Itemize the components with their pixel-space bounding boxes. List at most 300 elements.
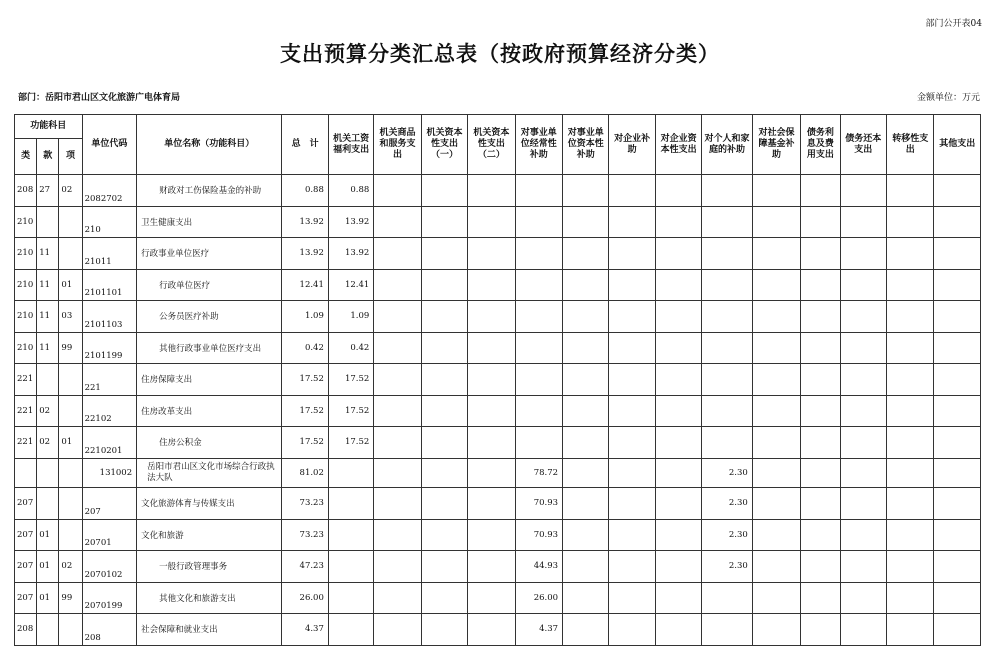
unit-code-cell: 131002	[82, 458, 137, 488]
value-cell-5	[515, 238, 562, 270]
value-cell-10	[752, 395, 800, 427]
value-cell-14	[934, 269, 981, 301]
xiang-header: 项	[59, 139, 82, 175]
unit-code-cell: 2101199	[82, 332, 137, 364]
value-cell-14	[934, 301, 981, 333]
value-cell-2	[374, 519, 421, 551]
value-cell-9	[702, 175, 752, 207]
value-cell-11	[801, 175, 840, 207]
value-cell-12	[840, 551, 886, 583]
value-cell-13	[886, 582, 933, 614]
unit-code-cell: 20701	[82, 519, 137, 551]
value-cell-5: 78.72	[515, 458, 562, 488]
kuan-cell: 27	[37, 175, 59, 207]
value-cell-14	[934, 488, 981, 520]
kuan-cell: 11	[37, 238, 59, 270]
value-cell-3	[421, 551, 467, 583]
lei-cell: 221	[15, 364, 37, 396]
xiang-cell	[59, 395, 82, 427]
value-cell-6	[563, 488, 609, 520]
value-cell-11	[801, 301, 840, 333]
value-cell-3	[421, 301, 467, 333]
total-cell: 1.09	[282, 301, 328, 333]
value-cell-12	[840, 364, 886, 396]
lei-cell: 210	[15, 301, 37, 333]
xiang-cell	[59, 614, 82, 646]
total-cell: 12.41	[282, 269, 328, 301]
value-cell-5	[515, 301, 562, 333]
lei-cell: 208	[15, 614, 37, 646]
value-cell-8	[655, 395, 701, 427]
value-cell-2	[374, 206, 421, 238]
value-cell-7	[609, 175, 655, 207]
value-cell-1: 17.52	[328, 395, 373, 427]
kuan-cell: 11	[37, 332, 59, 364]
value-cell-10	[752, 551, 800, 583]
value-cell-4	[468, 175, 515, 207]
value-cell-2	[374, 614, 421, 646]
value-cell-5	[515, 427, 562, 459]
value-cell-7	[609, 395, 655, 427]
col-header-14: 其他支出	[934, 115, 981, 175]
value-cell-8	[655, 427, 701, 459]
value-cell-13	[886, 519, 933, 551]
total-cell: 17.52	[282, 427, 328, 459]
value-cell-8	[655, 582, 701, 614]
value-cell-6	[563, 206, 609, 238]
kuan-cell: 01	[37, 519, 59, 551]
value-cell-1: 0.42	[328, 332, 373, 364]
value-cell-6	[563, 301, 609, 333]
value-cell-3	[421, 269, 467, 301]
value-cell-13	[886, 332, 933, 364]
total-cell: 81.02	[282, 458, 328, 488]
lei-cell: 208	[15, 175, 37, 207]
value-cell-9	[702, 395, 752, 427]
value-cell-12	[840, 395, 886, 427]
xiang-cell: 01	[59, 427, 82, 459]
value-cell-14	[934, 238, 981, 270]
value-cell-14	[934, 519, 981, 551]
value-cell-6	[563, 269, 609, 301]
value-cell-9	[702, 427, 752, 459]
value-cell-7	[609, 364, 655, 396]
unit-name-cell: 文化和旅游	[137, 519, 282, 551]
value-cell-10	[752, 488, 800, 520]
value-cell-3	[421, 395, 467, 427]
value-cell-5: 70.93	[515, 488, 562, 520]
value-cell-2	[374, 175, 421, 207]
unit-code-cell: 221	[82, 364, 137, 396]
xiang-cell	[59, 519, 82, 551]
total-cell: 0.88	[282, 175, 328, 207]
value-cell-3	[421, 175, 467, 207]
unit-name-cell: 住房保障支出	[137, 364, 282, 396]
table-row	[15, 206, 981, 238]
value-cell-7	[609, 614, 655, 646]
value-cell-12	[840, 614, 886, 646]
value-cell-10	[752, 238, 800, 270]
value-cell-13	[886, 488, 933, 520]
lei-cell: 210	[15, 206, 37, 238]
value-cell-9: 2.30	[702, 458, 752, 488]
value-cell-12	[840, 269, 886, 301]
total-cell: 26.00	[282, 582, 328, 614]
value-cell-12	[840, 332, 886, 364]
value-cell-1	[328, 551, 373, 583]
table-row	[15, 614, 981, 646]
department-label: 部门：岳阳市君山区文化旅游广电体育局	[18, 93, 181, 103]
value-cell-6	[563, 519, 609, 551]
col-header-6: 对事业单位资本性补助	[563, 115, 609, 175]
value-cell-8	[655, 175, 701, 207]
xiang-cell	[59, 238, 82, 270]
value-cell-13	[886, 175, 933, 207]
total-cell: 17.52	[282, 364, 328, 396]
value-cell-5	[515, 269, 562, 301]
value-cell-8	[655, 458, 701, 488]
value-cell-10	[752, 519, 800, 551]
table-row	[15, 175, 981, 207]
col-header-9: 对个人和家庭的补助	[702, 115, 752, 175]
value-cell-5	[515, 206, 562, 238]
kuan-cell: 11	[37, 269, 59, 301]
value-cell-4	[468, 614, 515, 646]
value-cell-13	[886, 614, 933, 646]
kuan-cell: 11	[37, 301, 59, 333]
value-cell-1: 12.41	[328, 269, 373, 301]
unit-code-cell: 2070102	[82, 551, 137, 583]
unit-name-cell: 住房改革支出	[137, 395, 282, 427]
value-cell-10	[752, 458, 800, 488]
value-cell-12	[840, 519, 886, 551]
value-cell-14	[934, 395, 981, 427]
value-cell-11	[801, 395, 840, 427]
value-cell-5	[515, 175, 562, 207]
xiang-cell: 01	[59, 269, 82, 301]
unit-name-cell: 岳阳市君山区文化市场综合行政执法大队	[137, 458, 282, 488]
total-cell: 73.23	[282, 488, 328, 520]
amount-unit-label: 金额单位：万元	[916, 93, 980, 103]
value-cell-9: 2.30	[702, 519, 752, 551]
value-cell-10	[752, 301, 800, 333]
value-cell-5: 44.93	[515, 551, 562, 583]
value-cell-8	[655, 364, 701, 396]
value-cell-14	[934, 458, 981, 488]
value-cell-8	[655, 238, 701, 270]
value-cell-12	[840, 301, 886, 333]
value-cell-1: 17.52	[328, 364, 373, 396]
unit-name-cell: 社会保障和就业支出	[137, 614, 282, 646]
value-cell-1: 13.92	[328, 206, 373, 238]
value-cell-2	[374, 269, 421, 301]
unit-code-cell: 2101103	[82, 301, 137, 333]
page-title: 支出预算分类汇总表（按政府预算经济分类）	[280, 41, 720, 66]
value-cell-13	[886, 238, 933, 270]
value-cell-11	[801, 427, 840, 459]
value-cell-9	[702, 206, 752, 238]
value-cell-8	[655, 519, 701, 551]
value-cell-5: 4.37	[515, 614, 562, 646]
value-cell-9	[702, 582, 752, 614]
value-cell-5: 26.00	[515, 582, 562, 614]
col-header-11: 债务利息及费用支出	[801, 115, 840, 175]
value-cell-4	[468, 269, 515, 301]
value-cell-13	[886, 427, 933, 459]
value-cell-1	[328, 519, 373, 551]
value-cell-7	[609, 519, 655, 551]
value-cell-10	[752, 582, 800, 614]
value-cell-6	[563, 458, 609, 488]
xiang-cell: 99	[59, 332, 82, 364]
value-cell-3	[421, 364, 467, 396]
value-cell-6	[563, 582, 609, 614]
value-cell-11	[801, 458, 840, 488]
kuan-header: 款	[37, 139, 59, 175]
value-cell-14	[934, 427, 981, 459]
unit-code-header: 单位代码	[82, 115, 137, 175]
lei-cell	[15, 458, 37, 488]
unit-name-cell: 行政事业单位医疗	[137, 238, 282, 270]
func-subject-header: 功能科目	[15, 115, 83, 139]
col-header-2: 机关商品和服务支出	[374, 115, 421, 175]
value-cell-7	[609, 488, 655, 520]
kuan-cell	[37, 364, 59, 396]
value-cell-4	[468, 582, 515, 614]
value-cell-5	[515, 395, 562, 427]
kuan-cell	[37, 458, 59, 488]
xiang-cell: 03	[59, 301, 82, 333]
value-cell-8	[655, 206, 701, 238]
value-cell-6	[563, 614, 609, 646]
unit-name-cell: 卫生健康支出	[137, 206, 282, 238]
value-cell-7	[609, 206, 655, 238]
value-cell-10	[752, 175, 800, 207]
unit-name-cell: 住房公积金	[137, 427, 282, 459]
value-cell-11	[801, 582, 840, 614]
unit-code-cell: 2210201	[82, 427, 137, 459]
unit-name-header: 单位名称（功能科目）	[137, 115, 282, 175]
value-cell-13	[886, 458, 933, 488]
kuan-cell	[37, 206, 59, 238]
value-cell-12	[840, 582, 886, 614]
unit-code-cell: 208	[82, 614, 137, 646]
xiang-cell	[59, 206, 82, 238]
value-cell-12	[840, 488, 886, 520]
kuan-cell: 02	[37, 427, 59, 459]
value-cell-6	[563, 175, 609, 207]
value-cell-7	[609, 551, 655, 583]
unit-code-cell: 2082702	[82, 175, 137, 207]
value-cell-11	[801, 364, 840, 396]
lei-cell: 207	[15, 519, 37, 551]
total-header: 总 计	[282, 115, 328, 175]
total-cell: 13.92	[282, 238, 328, 270]
value-cell-2	[374, 301, 421, 333]
value-cell-12	[840, 238, 886, 270]
xiang-cell: 02	[59, 175, 82, 207]
value-cell-4	[468, 488, 515, 520]
value-cell-4	[468, 395, 515, 427]
value-cell-10	[752, 269, 800, 301]
table-row	[15, 364, 981, 396]
value-cell-12	[840, 206, 886, 238]
value-cell-13	[886, 301, 933, 333]
unit-code-cell: 2101101	[82, 269, 137, 301]
total-cell: 13.92	[282, 206, 328, 238]
value-cell-5	[515, 332, 562, 364]
value-cell-13	[886, 551, 933, 583]
table-row	[15, 238, 981, 270]
value-cell-9: 2.30	[702, 488, 752, 520]
lei-cell: 210	[15, 238, 37, 270]
value-cell-9: 2.30	[702, 551, 752, 583]
col-header-4: 机关资本性支出（二）	[468, 115, 515, 175]
unit-code-cell: 21011	[82, 238, 137, 270]
value-cell-9	[702, 238, 752, 270]
col-header-8: 对企业资本性支出	[655, 115, 701, 175]
value-cell-4	[468, 332, 515, 364]
value-cell-6	[563, 332, 609, 364]
kuan-cell: 01	[37, 551, 59, 583]
value-cell-8	[655, 488, 701, 520]
value-cell-12	[840, 175, 886, 207]
value-cell-1	[328, 458, 373, 488]
total-cell: 17.52	[282, 395, 328, 427]
value-cell-4	[468, 238, 515, 270]
value-cell-4	[468, 206, 515, 238]
table-row	[15, 582, 981, 614]
lei-cell: 207	[15, 582, 37, 614]
table-code: 部门公开表04	[925, 19, 982, 29]
col-header-10: 对社会保障基金补助	[752, 115, 800, 175]
value-cell-6	[563, 427, 609, 459]
value-cell-1: 1.09	[328, 301, 373, 333]
col-header-7: 对企业补助	[609, 115, 655, 175]
lei-cell: 207	[15, 551, 37, 583]
value-cell-14	[934, 364, 981, 396]
value-cell-8	[655, 332, 701, 364]
value-cell-11	[801, 332, 840, 364]
value-cell-10	[752, 614, 800, 646]
value-cell-13	[886, 206, 933, 238]
value-cell-14	[934, 175, 981, 207]
col-header-13: 转移性支出	[886, 115, 933, 175]
value-cell-3	[421, 519, 467, 551]
value-cell-2	[374, 395, 421, 427]
value-cell-6	[563, 238, 609, 270]
value-cell-1: 13.92	[328, 238, 373, 270]
value-cell-11	[801, 614, 840, 646]
table-row	[15, 301, 981, 333]
value-cell-6	[563, 364, 609, 396]
col-header-3: 机关资本性支出（一）	[421, 115, 467, 175]
unit-name-cell: 公务员医疗补助	[137, 301, 282, 333]
unit-code-cell: 207	[82, 488, 137, 520]
value-cell-1	[328, 582, 373, 614]
value-cell-8	[655, 614, 701, 646]
lei-cell: 210	[15, 332, 37, 364]
value-cell-2	[374, 582, 421, 614]
table-row	[15, 427, 981, 459]
value-cell-7	[609, 458, 655, 488]
value-cell-7	[609, 269, 655, 301]
value-cell-3	[421, 614, 467, 646]
total-cell: 47.23	[282, 551, 328, 583]
kuan-cell: 02	[37, 395, 59, 427]
value-cell-7	[609, 427, 655, 459]
value-cell-14	[934, 206, 981, 238]
unit-code-cell: 2070199	[82, 582, 137, 614]
xiang-cell: 99	[59, 582, 82, 614]
value-cell-11	[801, 551, 840, 583]
unit-name-cell: 其他文化和旅游支出	[137, 582, 282, 614]
value-cell-6	[563, 395, 609, 427]
value-cell-11	[801, 488, 840, 520]
value-cell-3	[421, 238, 467, 270]
value-cell-13	[886, 269, 933, 301]
value-cell-14	[934, 614, 981, 646]
value-cell-9	[702, 301, 752, 333]
value-cell-1	[328, 488, 373, 520]
value-cell-7	[609, 301, 655, 333]
value-cell-5	[515, 364, 562, 396]
value-cell-4	[468, 364, 515, 396]
kuan-cell: 01	[37, 582, 59, 614]
xiang-cell	[59, 458, 82, 488]
value-cell-13	[886, 364, 933, 396]
lei-cell: 221	[15, 427, 37, 459]
value-cell-2	[374, 332, 421, 364]
value-cell-3	[421, 458, 467, 488]
value-cell-10	[752, 427, 800, 459]
value-cell-7	[609, 332, 655, 364]
value-cell-13	[886, 395, 933, 427]
budget-table	[14, 114, 981, 646]
table-row	[15, 519, 981, 551]
value-cell-7	[609, 582, 655, 614]
col-header-5: 对事业单位经常性补助	[515, 115, 562, 175]
table-row	[15, 458, 981, 488]
col-header-1: 机关工资福利支出	[328, 115, 373, 175]
total-cell: 0.42	[282, 332, 328, 364]
value-cell-2	[374, 364, 421, 396]
value-cell-7	[609, 238, 655, 270]
value-cell-4	[468, 301, 515, 333]
value-cell-3	[421, 488, 467, 520]
unit-name-cell: 一般行政管理事务	[137, 551, 282, 583]
value-cell-9	[702, 614, 752, 646]
value-cell-14	[934, 582, 981, 614]
table-row	[15, 551, 981, 583]
value-cell-1	[328, 614, 373, 646]
value-cell-2	[374, 427, 421, 459]
value-cell-9	[702, 269, 752, 301]
value-cell-2	[374, 551, 421, 583]
table-row	[15, 332, 981, 364]
table-row	[15, 488, 981, 520]
value-cell-3	[421, 582, 467, 614]
value-cell-11	[801, 206, 840, 238]
value-cell-11	[801, 238, 840, 270]
value-cell-5: 70.93	[515, 519, 562, 551]
value-cell-3	[421, 206, 467, 238]
col-header-12: 债务还本支出	[840, 115, 886, 175]
unit-name-cell: 其他行政事业单位医疗支出	[137, 332, 282, 364]
value-cell-2	[374, 458, 421, 488]
value-cell-12	[840, 458, 886, 488]
value-cell-11	[801, 519, 840, 551]
